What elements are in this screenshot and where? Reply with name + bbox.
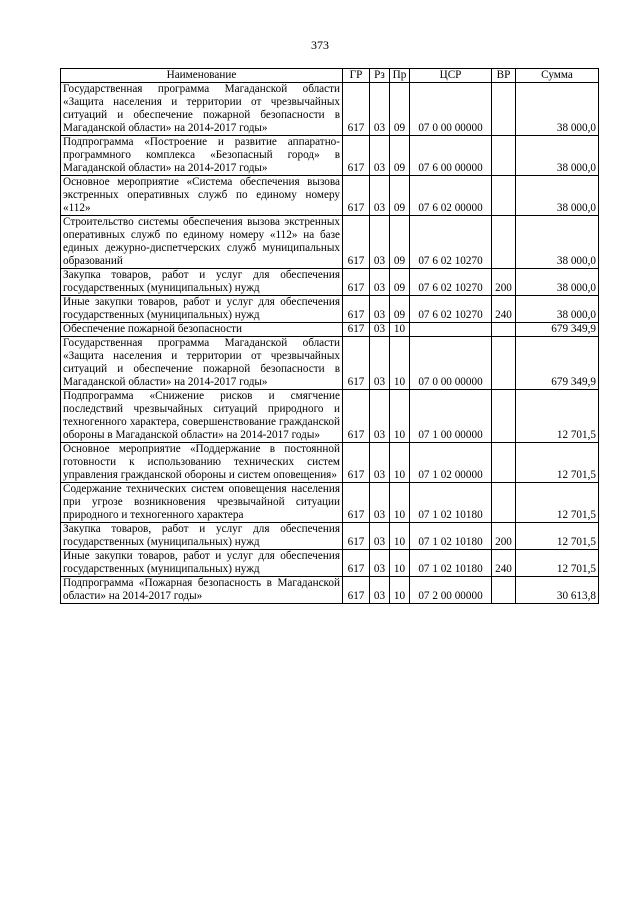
table-row <box>61 323 599 337</box>
table-row <box>61 136 599 176</box>
row-rz: 03 <box>370 269 390 296</box>
row-vr <box>492 390 516 443</box>
page-number: 373 <box>311 38 329 52</box>
row-gr: 617 <box>343 323 370 337</box>
row-vr: 200 <box>492 523 516 550</box>
row-vr <box>492 83 516 136</box>
table-row <box>61 269 599 296</box>
table-row <box>61 390 599 443</box>
row-vr <box>492 443 516 483</box>
row-gr: 617 <box>343 337 370 390</box>
row-csr: 07 1 00 00000 <box>410 390 492 443</box>
row-gr: 617 <box>343 390 370 443</box>
table-row <box>61 216 599 269</box>
row-csr: 07 6 02 10270 <box>410 216 492 269</box>
row-rz: 03 <box>370 323 390 337</box>
row-rz: 03 <box>370 523 390 550</box>
row-name: Основное мероприятие «Система обеспечения вызова экстренных оперативных служб по единому номеру «112» <box>61 176 343 216</box>
row-name: Иные закупки товаров, работ и услуг для обеспечения государственных (муниципальных) нужд <box>61 550 343 577</box>
row-pr: 10 <box>390 390 410 443</box>
row-pr: 10 <box>390 337 410 390</box>
row-csr: 07 1 02 10180 <box>410 550 492 577</box>
row-vr: 240 <box>492 296 516 323</box>
row-sum: 38 000,0 <box>516 296 599 323</box>
row-name: Основное мероприятие «Поддержание в постоянной готовности к использованию технических систем управления гражданской обороны и систем оповещения» <box>61 443 343 483</box>
row-vr: 240 <box>492 550 516 577</box>
table-row <box>61 577 599 604</box>
row-sum: 30 613,8 <box>516 577 599 604</box>
row-csr: 07 1 02 10180 <box>410 483 492 523</box>
row-gr: 617 <box>343 443 370 483</box>
row-pr: 09 <box>390 136 410 176</box>
row-csr: 07 6 00 00000 <box>410 136 492 176</box>
header-vr: ВР <box>492 69 516 83</box>
row-vr <box>492 337 516 390</box>
table-row <box>61 296 599 323</box>
row-vr <box>492 323 516 337</box>
header-rz: Рз <box>370 69 390 83</box>
table-row <box>61 83 599 136</box>
row-vr <box>492 136 516 176</box>
row-pr: 09 <box>390 176 410 216</box>
row-vr: 200 <box>492 269 516 296</box>
row-name: Закупка товаров, работ и услуг для обеспечения государственных (муниципальных) нужд <box>61 269 343 296</box>
row-rz: 03 <box>370 443 390 483</box>
table-header-row <box>61 69 599 83</box>
row-sum: 12 701,5 <box>516 483 599 523</box>
row-gr: 617 <box>343 216 370 269</box>
row-name: Закупка товаров, работ и услуг для обеспечения государственных (муниципальных) нужд <box>61 523 343 550</box>
header-pr: Пр <box>390 69 410 83</box>
row-name: Государственная программа Магаданской области «Защита населения и территории от чрезвычайных ситуаций и обеспечение пожарной безопасности в Магаданской области» на 2014-2017 годы» <box>61 337 343 390</box>
row-gr: 617 <box>343 296 370 323</box>
row-gr: 617 <box>343 269 370 296</box>
row-pr: 09 <box>390 296 410 323</box>
row-pr: 10 <box>390 483 410 523</box>
table-row <box>61 337 599 390</box>
table-row <box>61 523 599 550</box>
row-gr: 617 <box>343 136 370 176</box>
row-gr: 617 <box>343 483 370 523</box>
row-rz: 03 <box>370 136 390 176</box>
row-sum: 38 000,0 <box>516 176 599 216</box>
row-rz: 03 <box>370 296 390 323</box>
row-sum: 12 701,5 <box>516 550 599 577</box>
row-sum: 38 000,0 <box>516 269 599 296</box>
row-pr: 10 <box>390 323 410 337</box>
row-vr <box>492 176 516 216</box>
row-rz: 03 <box>370 483 390 523</box>
table-row <box>61 550 599 577</box>
row-pr: 10 <box>390 523 410 550</box>
row-csr: 07 6 02 00000 <box>410 176 492 216</box>
row-name: Иные закупки товаров, работ и услуг для обеспечения государственных (муниципальных) нужд <box>61 296 343 323</box>
row-csr: 07 1 02 00000 <box>410 443 492 483</box>
row-pr: 09 <box>390 269 410 296</box>
row-sum: 38 000,0 <box>516 83 599 136</box>
row-csr: 07 6 02 10270 <box>410 269 492 296</box>
row-name: Государственная программа Магаданской области «Защита населения и территории от чрезвычайных ситуаций и обеспечение пожарной безопасности в Магаданской области» на 2014-2017 годы» <box>61 83 343 136</box>
row-sum: 38 000,0 <box>516 216 599 269</box>
row-rz: 03 <box>370 550 390 577</box>
row-rz: 03 <box>370 216 390 269</box>
row-sum: 679 349,9 <box>516 323 599 337</box>
row-name: Обеспечение пожарной безопасности <box>61 323 343 337</box>
row-sum: 679 349,9 <box>516 337 599 390</box>
budget-table <box>60 68 599 604</box>
row-csr: 07 1 02 10180 <box>410 523 492 550</box>
row-name: Подпрограмма «Построение и развитие аппаратно-программного комплекса «Безопасный город» в Магаданской области» на 2014-2017 годы» <box>61 136 343 176</box>
row-pr: 10 <box>390 577 410 604</box>
row-pr: 09 <box>390 83 410 136</box>
row-sum: 12 701,5 <box>516 523 599 550</box>
row-pr: 10 <box>390 443 410 483</box>
table-row <box>61 176 599 216</box>
row-csr: 07 0 00 00000 <box>410 83 492 136</box>
header-sum: Сумма <box>516 69 599 83</box>
row-rz: 03 <box>370 176 390 216</box>
row-sum: 12 701,5 <box>516 390 599 443</box>
header-gr: ГР <box>343 69 370 83</box>
header-name: Наименование <box>61 69 343 83</box>
row-gr: 617 <box>343 550 370 577</box>
row-csr: 07 2 00 00000 <box>410 577 492 604</box>
row-pr: 09 <box>390 216 410 269</box>
row-name: Подпрограмма «Пожарная безопасность в Магаданской области» на 2014-2017 годы» <box>61 577 343 604</box>
row-csr <box>410 323 492 337</box>
row-vr <box>492 577 516 604</box>
row-rz: 03 <box>370 577 390 604</box>
row-gr: 617 <box>343 523 370 550</box>
row-vr <box>492 216 516 269</box>
row-rz: 03 <box>370 390 390 443</box>
row-csr: 07 0 00 00000 <box>410 337 492 390</box>
row-name: Строительство системы обеспечения вызова экстренных оперативных служб по единому номеру «112» на базе единых дежурно-диспетчерских служб муниципальных образований <box>61 216 343 269</box>
row-pr: 10 <box>390 550 410 577</box>
row-vr <box>492 483 516 523</box>
row-name: Подпрограмма «Снижение рисков и смягчение последствий чрезвычайных ситуаций природного и техногенного характера, совершенствование гражданской обороны в Магаданской области» на 2014-2017 годы» <box>61 390 343 443</box>
row-gr: 617 <box>343 577 370 604</box>
row-sum: 12 701,5 <box>516 443 599 483</box>
row-sum: 38 000,0 <box>516 136 599 176</box>
row-csr: 07 6 02 10270 <box>410 296 492 323</box>
row-gr: 617 <box>343 176 370 216</box>
table-row <box>61 443 599 483</box>
row-name: Содержание технических систем оповещения населения при угрозе возникновения чрезвычайной ситуации природного и техногенного характера <box>61 483 343 523</box>
row-gr: 617 <box>343 83 370 136</box>
row-rz: 03 <box>370 337 390 390</box>
header-csr: ЦСР <box>410 69 492 83</box>
row-rz: 03 <box>370 83 390 136</box>
table-row <box>61 483 599 523</box>
